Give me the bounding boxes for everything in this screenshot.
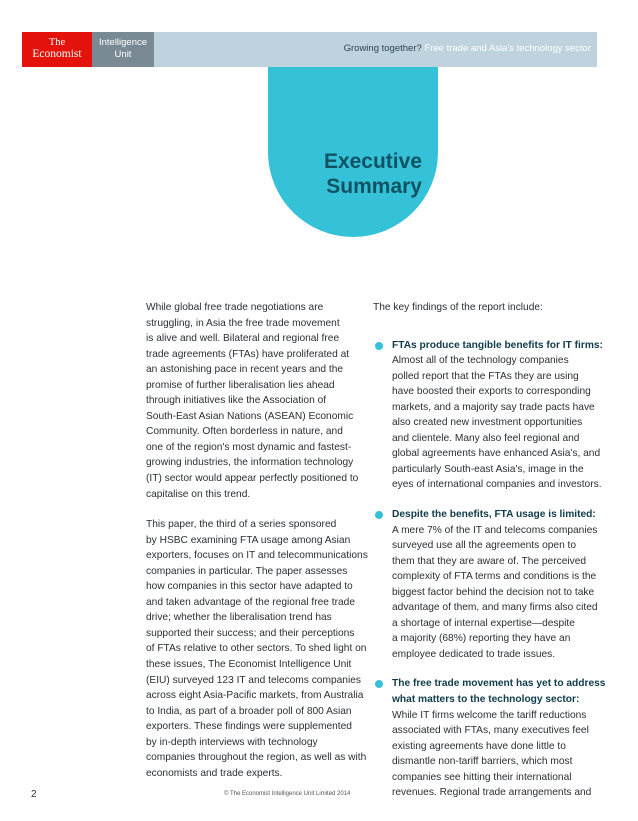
- text-line: them that they are aware of. The perceived: [392, 555, 587, 567]
- finding-body: [392, 708, 598, 801]
- intro-paragraph: [146, 300, 368, 502]
- text-line: a shortage of internal expertise—despite: [392, 617, 575, 629]
- text-line: companies in particular. The paper assesses: [146, 565, 348, 577]
- text-line: Community. Often borderless in nature, and: [146, 426, 343, 438]
- bullet-icon: [375, 511, 383, 519]
- text-line: biggest factor behind the decision not to take: [392, 586, 595, 598]
- text-line: trade agreements (FTAs) have proliferated at: [146, 348, 350, 360]
- text-line: eyes of international companies and investors.: [392, 479, 602, 491]
- text-line: struggling, in Asia the free trade movement: [146, 317, 340, 329]
- text-line: an astonishing pace in recent years and the: [146, 364, 344, 376]
- right-column: [373, 300, 606, 815]
- text-line: existing agreements have done little to: [392, 740, 566, 752]
- text-line: one of the region's most dynamic and fastest-: [146, 441, 352, 453]
- page-header: [22, 32, 597, 67]
- text-line: what matters to the technology sector:: [392, 694, 580, 706]
- finding-heading: [392, 676, 606, 707]
- header-band: [154, 32, 597, 67]
- logo-line-2: Economist: [32, 48, 82, 60]
- text-line: associated with FTAs, many executives feel: [392, 725, 589, 737]
- text-line: companies throughout the region, as well as with: [146, 752, 367, 764]
- finding-body: [392, 353, 602, 493]
- text-line: companies see hitting their international: [392, 771, 572, 783]
- bullet-icon: [375, 342, 383, 350]
- text-line: also created new investment opportunities: [392, 417, 583, 429]
- left-column: [146, 300, 368, 781]
- text-line: markets, and a majority say trade pacts have: [392, 401, 595, 413]
- text-line: This paper, the third of a series sponsored: [146, 519, 337, 531]
- finding-item: [373, 338, 603, 493]
- finding-item: [373, 676, 606, 800]
- text-line: advantage of them, and many firms also cited: [392, 602, 598, 614]
- text-line: how companies in this sector have adapted to: [146, 581, 353, 593]
- text-line: Despite the benefits, FTA usage is limited:: [392, 509, 596, 521]
- text-line: have boosted their exports to corresponding: [392, 386, 591, 398]
- text-line: of FTAs relative to other sectors. To shed light on: [146, 643, 367, 655]
- text-line: A mere 7% of the IT and telecoms companies: [392, 524, 598, 536]
- text-line: polled report that the FTAs they are using: [392, 370, 579, 382]
- copyright: © The Economist Intelligence Unit Limited 2014: [224, 791, 351, 797]
- text-line: a majority (68%) reporting they have an: [392, 633, 571, 645]
- text-line: is alive and well. Bilateral and regional free: [146, 333, 340, 345]
- economist-logo: [22, 32, 92, 67]
- findings-list: [373, 338, 606, 801]
- text-line: economists and trade experts.: [146, 767, 283, 779]
- intelligence-unit-logo: [92, 32, 154, 67]
- report-title-sub: Free trade and Asia's technology sector: [421, 43, 591, 54]
- unit-line-2: Unit: [114, 49, 132, 60]
- text-line: South-East Asian Nations (ASEAN) Economic: [146, 410, 354, 422]
- text-line: While global free trade negotiations are: [146, 302, 324, 313]
- text-line: through initiatives like the Association of: [146, 395, 327, 407]
- text-line: surveyed use all the agreements open to: [392, 540, 577, 552]
- text-line: global agreements have enhanced Asia's, and: [392, 448, 601, 460]
- text-line: these issues, The Economist Intelligence Unit: [146, 659, 352, 671]
- text-line: FTAs produce tangible benefits for IT firms:: [392, 339, 603, 351]
- text-line: promise of further liberalisation lies ahead: [146, 379, 335, 391]
- text-line: exporters, focuses on IT and telecommunications: [146, 550, 368, 562]
- text-line: exporters. These findings were supplemented: [146, 721, 352, 733]
- text-line: and taken advantage of the regional free trade: [146, 596, 355, 608]
- findings-intro: The key findings of the report include:: [373, 302, 543, 313]
- text-line: revenues. Regional trade arrangements and: [392, 787, 592, 799]
- text-line: The free trade movement has yet to address: [392, 678, 606, 690]
- text-line: Almost all of the technology companies: [392, 355, 569, 367]
- report-title: [344, 43, 591, 54]
- text-line: While IT firms welcome the tariff reductions: [392, 709, 587, 721]
- report-title-main: Growing together?: [343, 43, 422, 54]
- text-line: (EIU) surveyed 123 IT and telecoms companies: [146, 674, 361, 686]
- page-number: 2: [31, 789, 37, 800]
- finding-heading: [392, 507, 598, 523]
- finding-body: [392, 523, 598, 663]
- text-line: growing industries, the information technology: [146, 457, 354, 469]
- unit-line-1: Intelligence: [98, 37, 148, 48]
- text-line: across eight Asia-Pacific markets, from Australia: [146, 690, 364, 702]
- text-line: (IT) sector would appear perfectly positioned to: [146, 473, 359, 485]
- text-line: by HSBC examining FTA usage among Asian: [146, 534, 351, 546]
- section-title-line-1: Executive: [323, 150, 422, 173]
- text-line: to India, as part of a broader poll of 800 Asian: [146, 705, 352, 717]
- finding-heading: [392, 338, 603, 354]
- text-line: particularly South-east Asia's, image in the: [392, 463, 584, 475]
- text-line: by in-depth interviews with technology: [146, 736, 318, 748]
- text-line: supported their success; and their perceptions: [146, 627, 355, 639]
- section-title-badge: [268, 67, 438, 237]
- text-line: employee dedicated to trade issues.: [392, 648, 556, 660]
- finding-item: [373, 507, 598, 662]
- logo-line-1: The: [48, 37, 66, 48]
- text-line: complexity of FTA terms and conditions is the: [392, 571, 597, 583]
- text-line: and clientele. Many also feel regional and: [392, 432, 580, 444]
- method-paragraph: [146, 517, 368, 781]
- bullet-icon: [375, 680, 383, 688]
- text-line: drive; whether the liberalisation trend has: [146, 612, 332, 624]
- text-line: capitalise on this trend.: [146, 488, 251, 500]
- text-line: dismantle non-tariff barriers, which most: [392, 756, 573, 768]
- section-title-line-2: Summary: [326, 175, 422, 198]
